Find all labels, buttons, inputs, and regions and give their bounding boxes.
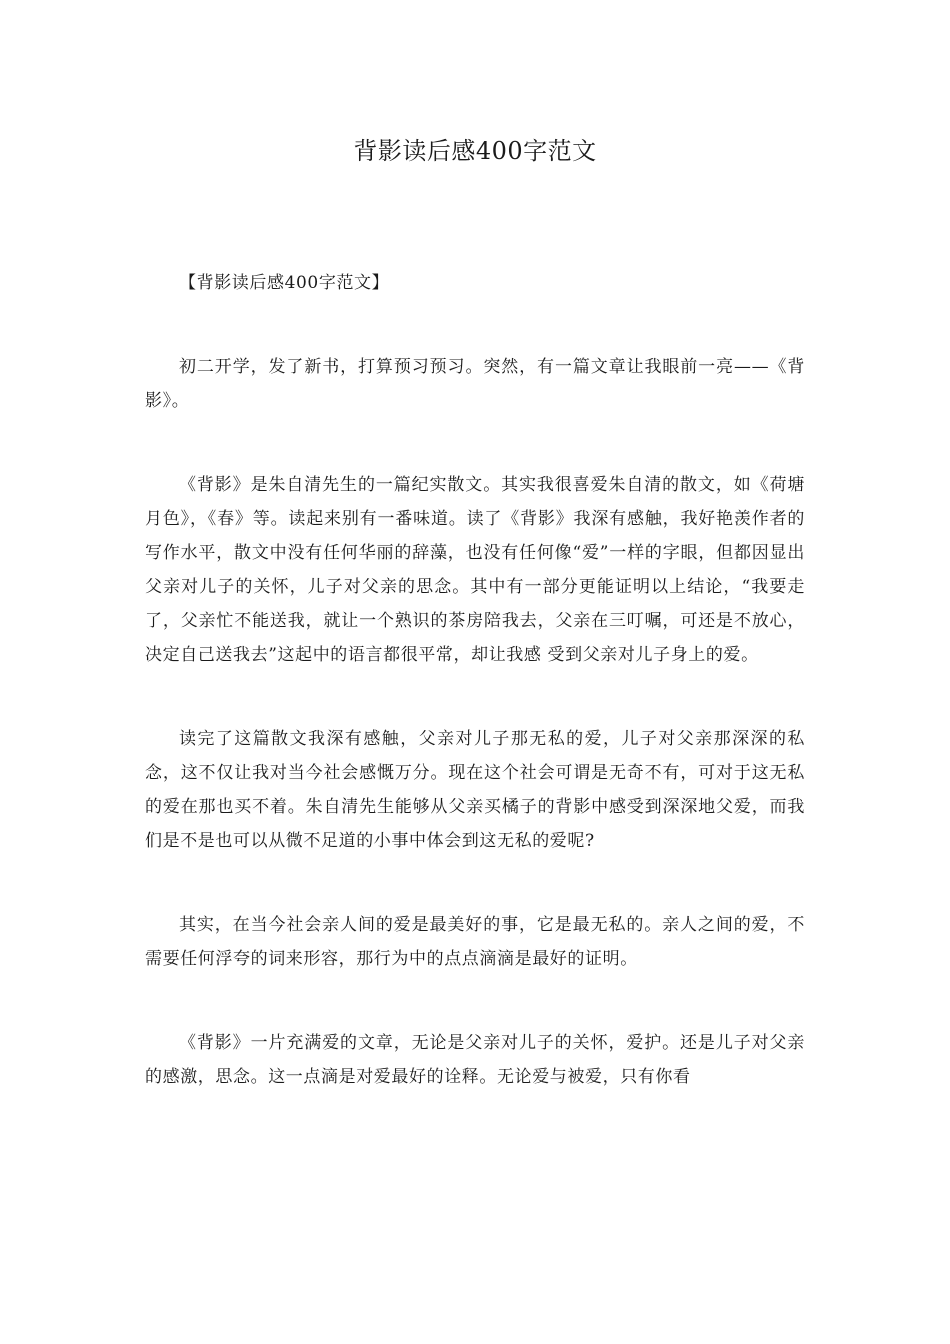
- section-heading: 【背影读后感400字范文】: [179, 273, 390, 293]
- paragraph-4: 其实，在当今社会亲人间的爱是最美好的事，它是最无私的。亲人之间的爱，不需要任何浮夸的词来形容，那行为中的点点滴滴是最好的证明。: [145, 915, 805, 969]
- document-title: 背影读后感400字范文: [353, 137, 597, 165]
- paragraph-2: 《背影》是朱自清先生的一篇纪实散文。其实我很喜爱朱自清的散文，如《荷塘月色》，《春》等。读起来别有一番味道。读了《背影》我深有感触，我好艳羡作者的写作水平，散文中没有任何华丽的辞藻，也没有任何像“爱”一样的字眼，但都因显出父亲对儿子的关怀，儿子对父亲的思念。其中有一部分更能证明以上结论，“我要走了，父亲忙不能送我，就让一个熟识的茶房陪我去，父亲在三叮嘱，可还是不放心，决定自己送我去”这起中的语言都很平常，却让我感 受到父亲对儿子身上的爱。: [145, 475, 805, 665]
- paragraph-5: 《背影》一片充满爱的文章，无论是父亲对儿子的关怀，爱护。还是儿子对父亲的感激，思念。这一点滴是对爱最好的诠释。无论爱与被爱，只有你看: [145, 1033, 805, 1087]
- paragraph-3: 读完了这篇散文我深有感触，父亲对儿子那无私的爱，儿子对父亲那深深的私念，这不仅让我对当今社会感慨万分。现在这个社会可谓是无奇不有，可对于这无私的爱在那也买不着。朱自清先生能够从父亲买橘子的背影中感受到深深地父爱，而我们是不是也可以从微不足道的小事中体会到这无私的爱呢?: [145, 729, 805, 851]
- paragraph-1: 初二开学，发了新书，打算预习预习。突然，有一篇文章让我眼前一亮——《背影》。: [145, 357, 805, 411]
- document-body: [145, 266, 805, 1144]
